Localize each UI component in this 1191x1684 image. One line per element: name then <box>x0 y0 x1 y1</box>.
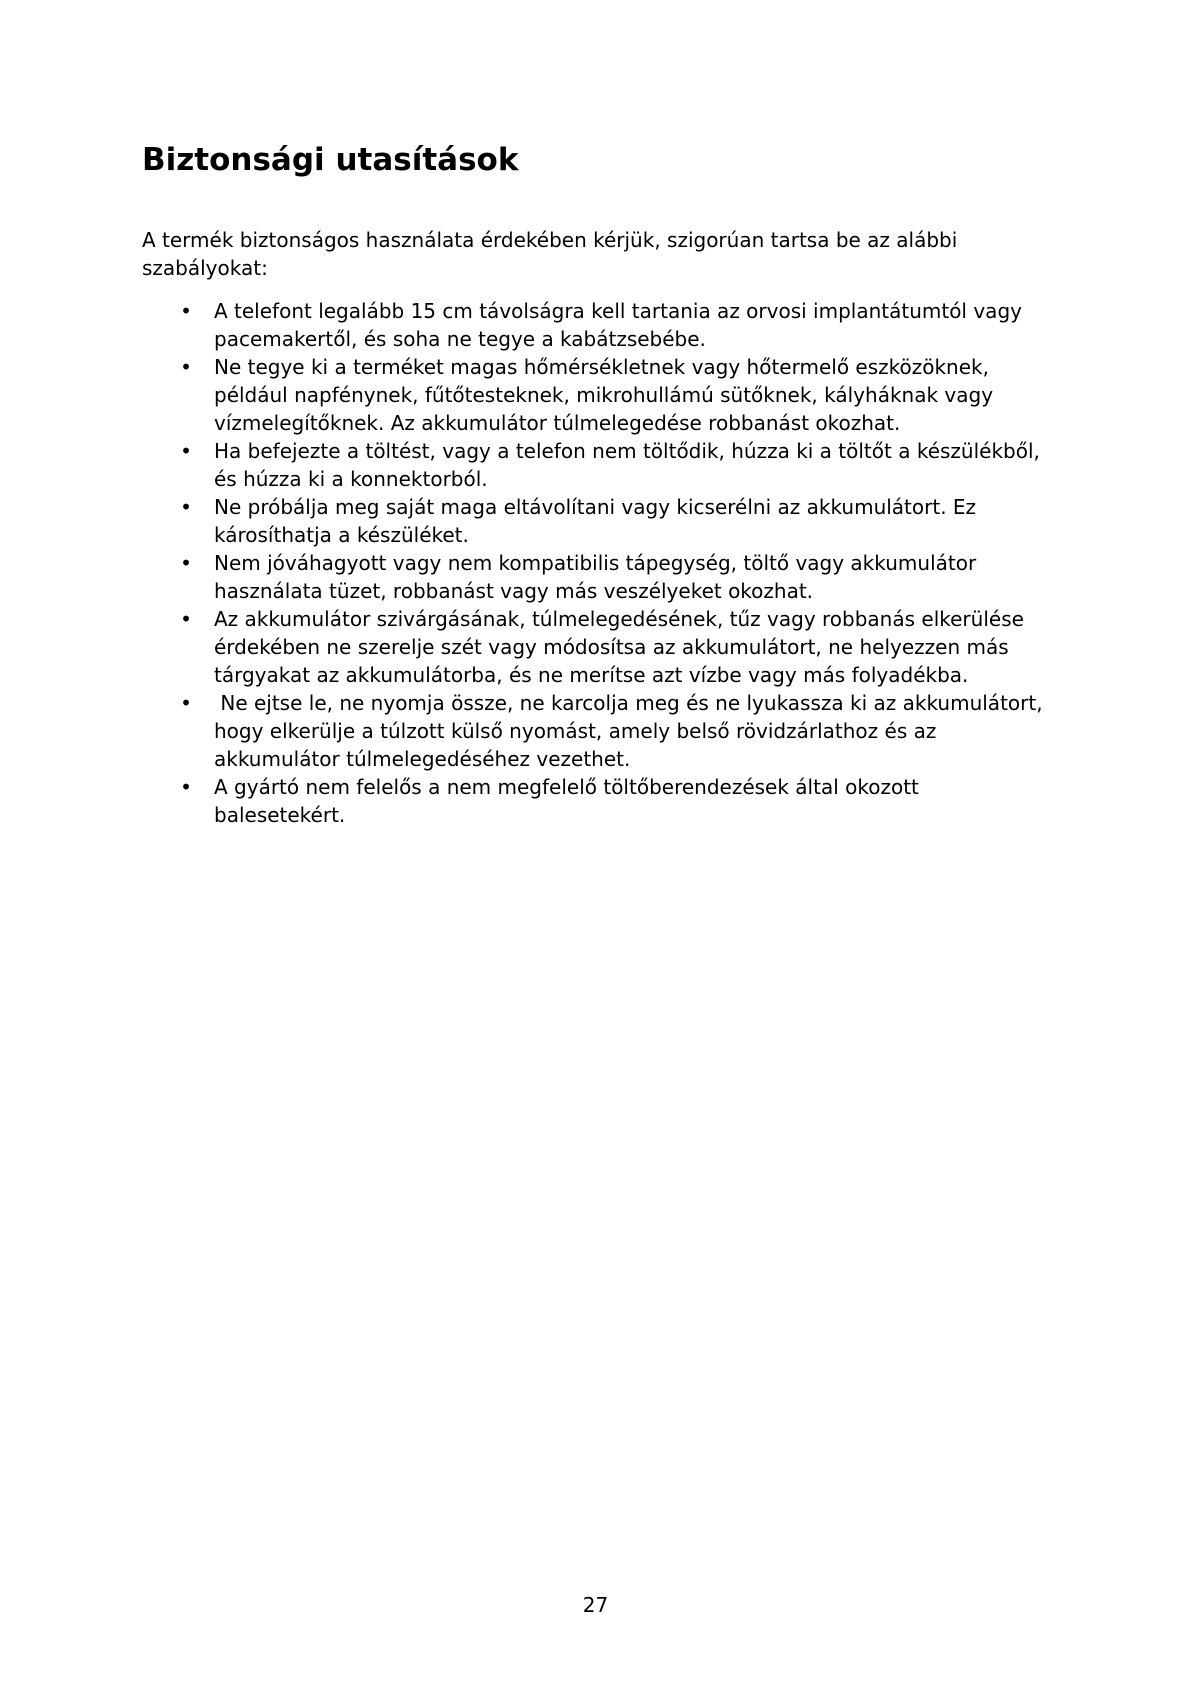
rule-text <box>214 605 1191 689</box>
intro-line: A termék biztonságos használata érdekében kérjük, szigorúan tartsa be az alábbi <box>142 228 958 252</box>
rule-line: károsíthatja a készüléket. <box>214 523 469 547</box>
rule-line: A telefont legalább 15 cm távolságra kell tartania az orvosi implantátumtól vagy <box>214 299 1022 323</box>
bullet-icon: • <box>180 775 192 799</box>
bullet-icon: • <box>180 495 192 519</box>
safety-rules-list <box>0 297 1191 829</box>
safety-rule <box>0 549 1191 605</box>
intro-paragraph <box>142 226 1042 282</box>
bullet-icon: • <box>180 439 192 463</box>
rule-line: Az akkumulátor szivárgásának, túlmelegedésének, tűz vagy robbanás elkerülése <box>214 607 1024 631</box>
rule-line: A gyártó nem felelős a nem megfelelő töltőberendezések által okozott <box>214 775 919 799</box>
page-number: 27 <box>582 1593 609 1617</box>
rule-text <box>214 689 1191 773</box>
rule-line: Ne ejtse le, ne nyomja össze, ne karcolja meg és ne lyukassza ki az akkumulátort, <box>214 691 1043 715</box>
safety-rule <box>0 605 1191 689</box>
rule-line: érdekében ne szerelje szét vagy módosítsa az akkumulátort, ne helyezzen más <box>214 635 1009 659</box>
rule-line: Nem jóváhagyott vagy nem kompatibilis tápegység, töltő vagy akkumulátor <box>214 551 977 575</box>
rule-line: Ne tegye ki a terméket magas hőmérsékletnek vagy hőtermelő eszközöknek, <box>214 355 989 379</box>
rule-text <box>214 773 1191 829</box>
rule-line: hogy elkerülje a túlzott külső nyomást, amely belső rövidzárlathoz és az <box>214 719 937 743</box>
safety-rule <box>0 437 1191 493</box>
rule-line: balesetekért. <box>214 803 346 827</box>
rule-text <box>214 297 1191 353</box>
rule-line: tárgyakat az akkumulátorba, és ne merítse azt vízbe vagy más folyadékba. <box>214 663 969 687</box>
rule-text <box>214 353 1191 437</box>
safety-rule <box>0 297 1191 353</box>
intro-line: szabályokat: <box>142 256 268 280</box>
rule-text <box>214 493 1191 549</box>
rule-line: használata tüzet, robbanást vagy más veszélyeket okozhat. <box>214 579 814 603</box>
safety-rule <box>0 493 1191 549</box>
rule-line: akkumulátor túlmelegedéséhez vezethet. <box>214 747 631 771</box>
safety-rule <box>0 353 1191 437</box>
bullet-icon: • <box>180 607 192 631</box>
bullet-icon: • <box>180 355 192 379</box>
rule-text <box>214 549 1191 605</box>
rule-text <box>214 437 1191 493</box>
safety-rule <box>0 689 1191 773</box>
rule-line: vízmelegítőknek. Az akkumulátor túlmelegedése robbanást okozhat. <box>214 411 901 435</box>
safety-rule <box>0 773 1191 829</box>
bullet-icon: • <box>180 551 192 575</box>
rule-line: például napfénynek, fűtőtesteknek, mikrohullámú sütőknek, kályháknak vagy <box>214 383 994 407</box>
bullet-icon: • <box>180 691 192 715</box>
rule-line: Ha befejezte a töltést, vagy a telefon nem töltődik, húzza ki a töltőt a készülékből, <box>214 439 1040 463</box>
bullet-icon: • <box>180 299 192 323</box>
rule-line: Ne próbálja meg saját maga eltávolítani vagy kicserélni az akkumulátort. Ez <box>214 495 977 519</box>
rule-line: pacemakertől, és soha ne tegye a kabátzsebébe. <box>214 327 706 351</box>
page-title: Biztonsági utasítások <box>142 142 519 178</box>
rule-line: és húzza ki a konnektorból. <box>214 467 488 491</box>
